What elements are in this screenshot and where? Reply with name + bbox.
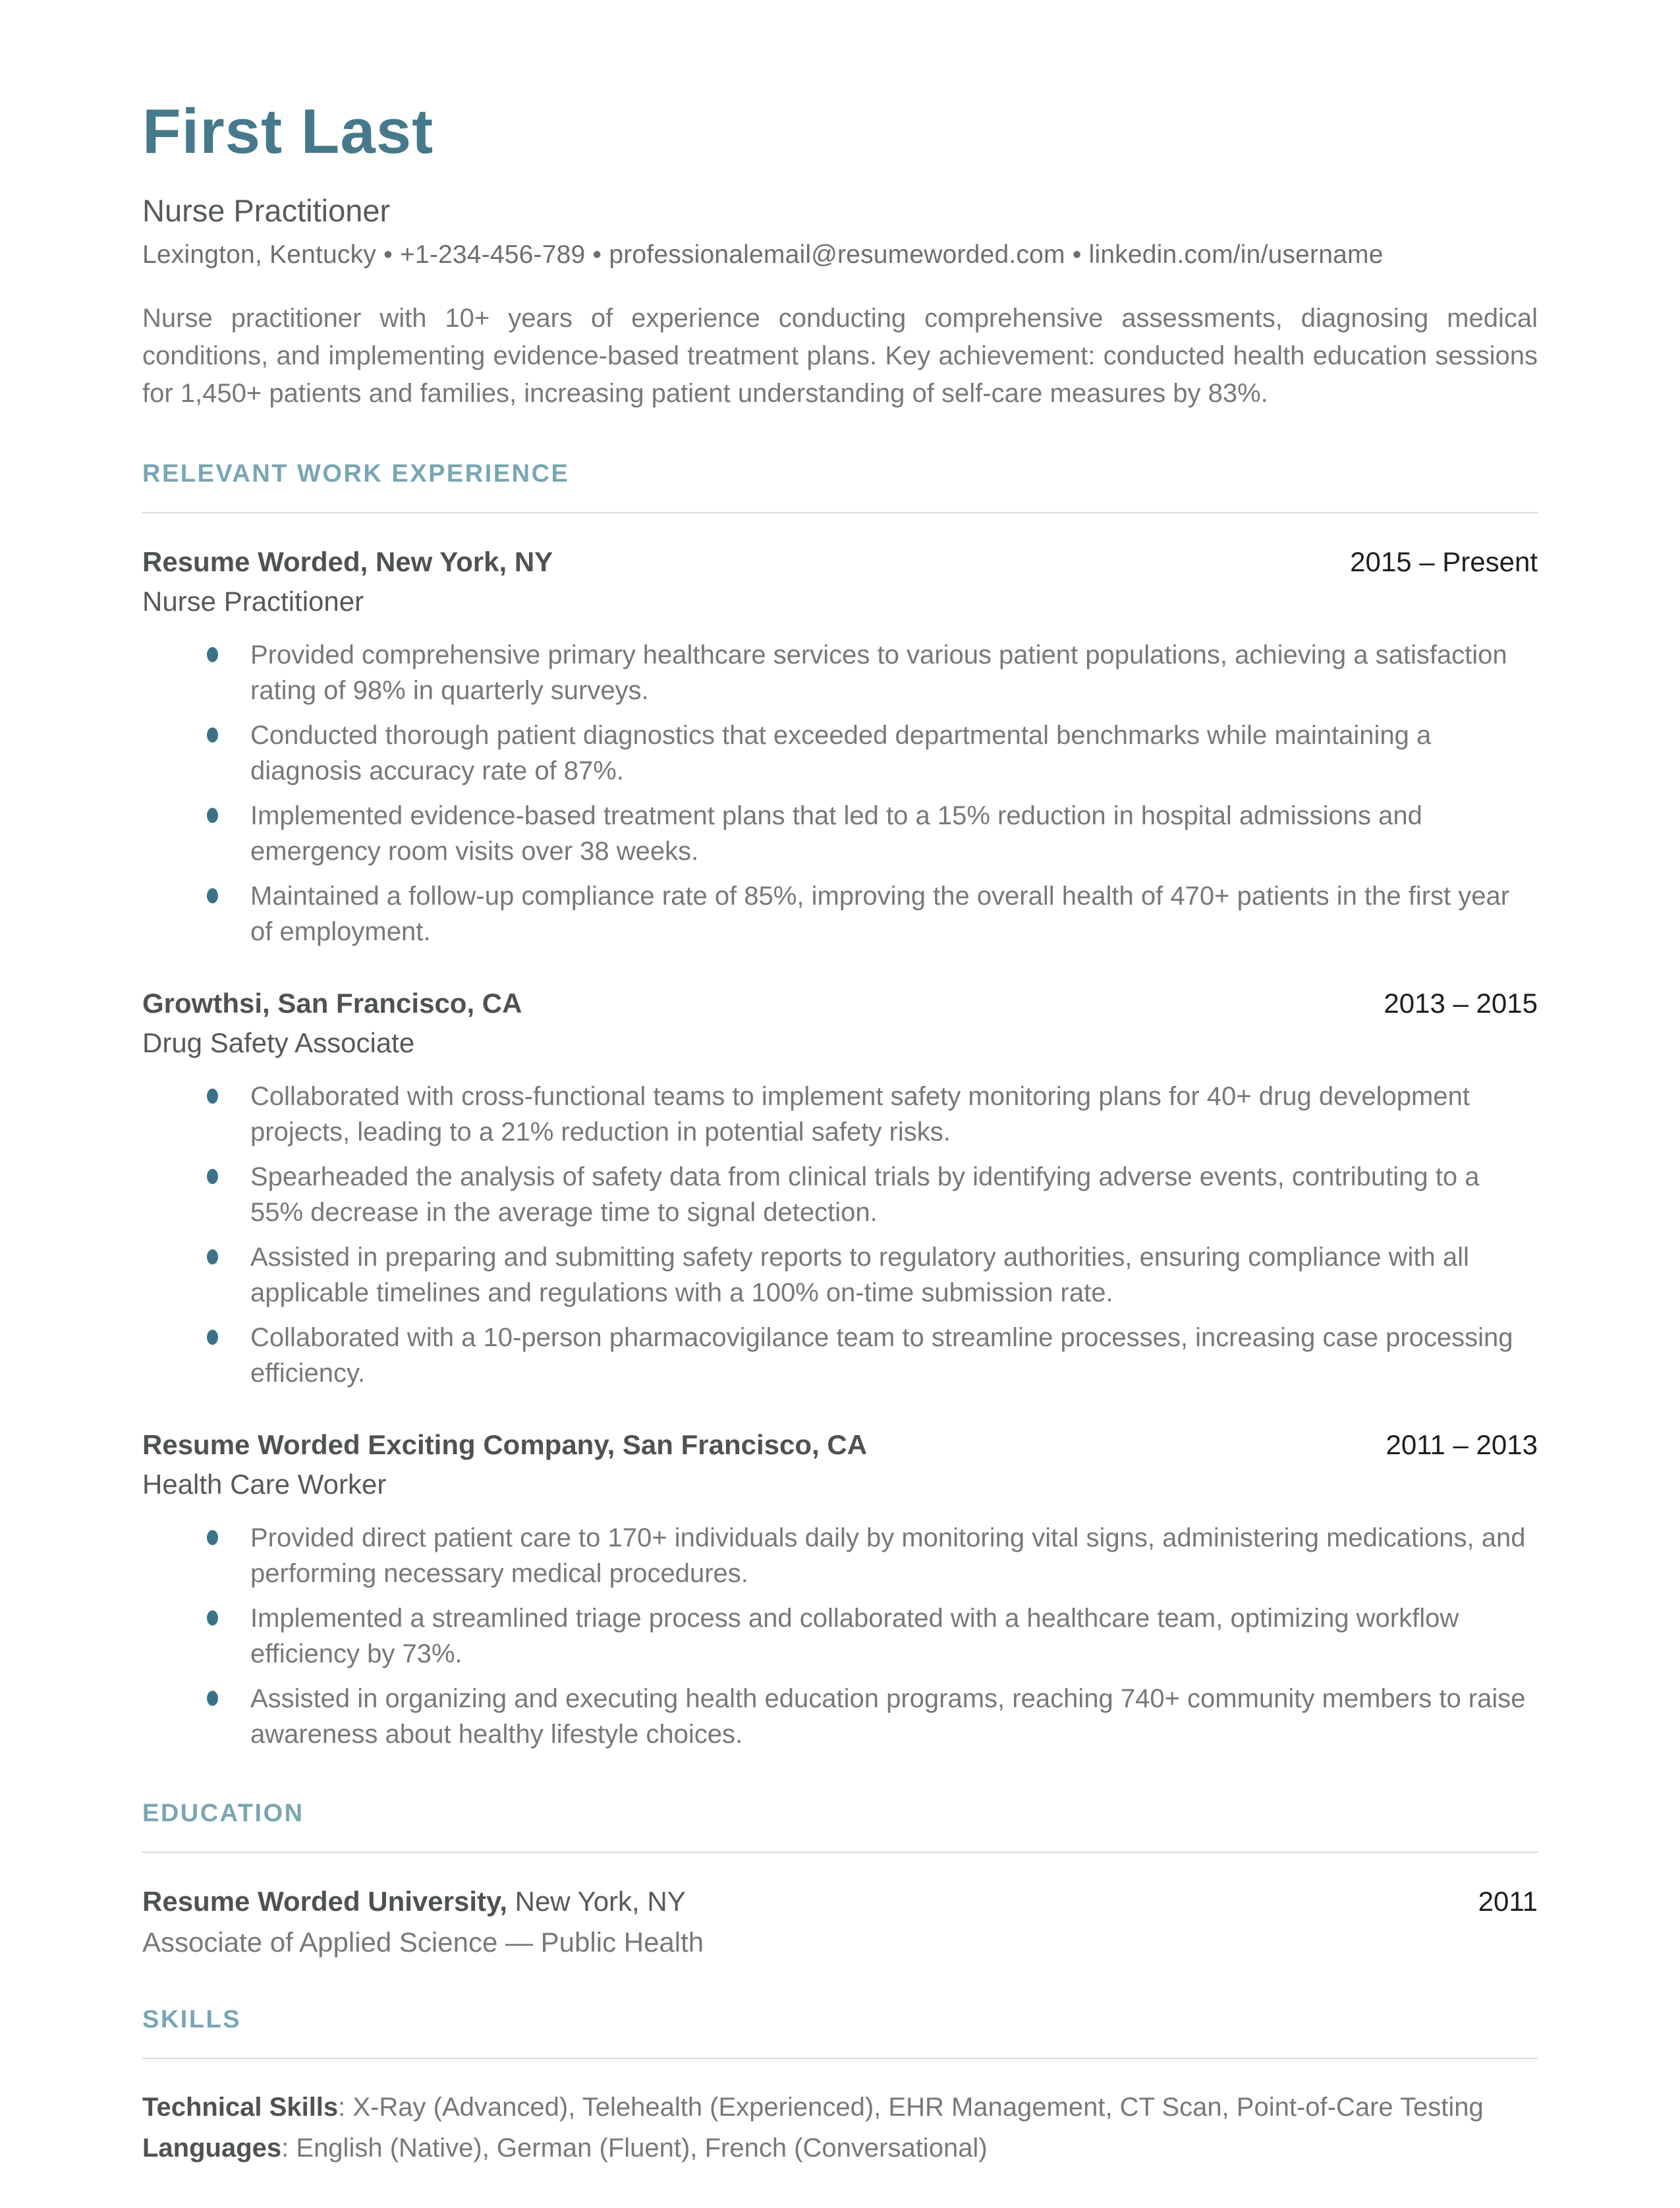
bullet-item: Implemented a streamlined triage process and collaborated with a healthcare team, optimizing workflow efficiency by 73%. <box>142 1600 1538 1672</box>
languages-line <box>142 2128 1538 2168</box>
company-name: Resume Worded Exciting Company, San Francisco, CA <box>142 1429 868 1460</box>
section-divider <box>142 1852 1538 1853</box>
degree-line: Associate of Applied Science — Public Health <box>142 1926 704 1958</box>
section-divider <box>142 512 1538 513</box>
education-heading: EDUCATION <box>142 1799 304 1827</box>
resume-header <box>142 98 1538 412</box>
candidate-name: First Last <box>142 96 434 167</box>
company-name: Resume Worded, New York, NY <box>142 546 553 577</box>
section-divider <box>142 2058 1538 2059</box>
job-dates: 2013 – 2015 <box>1384 987 1538 1019</box>
job-entry <box>142 546 1538 949</box>
education-section <box>142 1799 1538 1958</box>
job-role: Nurse Practitioner <box>142 585 364 617</box>
job-entry <box>142 988 1538 1391</box>
summary-paragraph: Nurse practitioner with 10+ years of experience conducting comprehensive assessments, diagnosing medical conditions, and implementing evidence-based treatment plans. Key achievement: conducted health education sessions for 1,450+ patients and families, increasing patient understanding of self-care measures by 83%. <box>142 304 1538 408</box>
education-header-row <box>142 1886 1538 1917</box>
bullet-item: Provided direct patient care to 170+ individuals daily by monitoring vital signs, administering medications, and performing necessary medical procedures. <box>142 1520 1538 1591</box>
bullet-item: Assisted in preparing and submitting safety reports to regulatory authorities, ensuring compliance with all applicable timelines and regulations with a 100% on-time submission rate. <box>142 1239 1538 1311</box>
bullet-item: Collaborated with cross-functional teams to implement safety monitoring plans for 40+ drug development projects, leading to a 21% reduction in potential safety risks. <box>142 1079 1538 1150</box>
experience-section <box>142 460 1538 1752</box>
bullet-list <box>142 1520 1538 1752</box>
job-header-row <box>142 988 1538 1019</box>
bullet-item: Maintained a follow-up compliance rate of 85%, improving the overall health of 470+ patients in the first year of employment. <box>142 878 1538 949</box>
education-dates: 2011 <box>1478 1885 1538 1917</box>
company-name: Growthsi, San Francisco, CA <box>142 987 522 1019</box>
skills-block <box>142 2087 1538 2168</box>
job-header-row <box>142 546 1538 578</box>
job-dates: 2015 – Present <box>1350 546 1538 577</box>
job-dates: 2011 – 2013 <box>1386 1429 1538 1460</box>
bullet-list <box>142 1079 1538 1391</box>
technical-skills-line <box>142 2087 1538 2128</box>
experience-heading: RELEVANT WORK EXPERIENCE <box>142 459 570 488</box>
school-location: New York, NY <box>507 1885 686 1917</box>
skill-values: : X-Ray (Advanced), Telehealth (Experienced), EHR Management, CT Scan, Point-of-Care Testing <box>338 2092 1484 2122</box>
job-role: Drug Safety Associate <box>142 1027 415 1058</box>
skill-label: Languages <box>142 2133 282 2163</box>
bullet-item: Provided comprehensive primary healthcare services to various patient populations, achieving a satisfaction rating of 98% in quarterly surveys. <box>142 637 1538 708</box>
skills-heading: SKILLS <box>142 2005 242 2033</box>
skill-values: : English (Native), German (Fluent), French (Conversational) <box>281 2133 988 2163</box>
job-entry <box>142 1429 1538 1752</box>
bullet-item: Conducted thorough patient diagnostics that exceeded departmental benchmarks while maintaining a diagnosis accuracy rate of 87%. <box>142 718 1538 789</box>
bullet-item: Implemented evidence-based treatment plans that led to a 15% reduction in hospital admissions and emergency room visits over 38 weeks. <box>142 798 1538 869</box>
bullet-item: Spearheaded the analysis of safety data from clinical trials by identifying adverse events, contributing to a 55% decrease in the average time to signal detection. <box>142 1159 1538 1230</box>
education-entry <box>142 1886 1538 1958</box>
bullet-item: Assisted in organizing and executing health education programs, reaching 740+ community members to raise awareness about healthy lifestyle choices. <box>142 1681 1538 1752</box>
job-role: Health Care Worker <box>142 1468 387 1500</box>
skill-label: Technical Skills <box>142 2092 339 2122</box>
school-line <box>142 1886 686 1917</box>
job-header-row <box>142 1429 1538 1461</box>
school-name: Resume Worded University, <box>142 1885 507 1917</box>
contact-line: Lexington, Kentucky • +1-234-456-789 • professionalemail@resumeworded.com • linkedin.com/in/username <box>142 241 1384 269</box>
bullet-item: Collaborated with a 10-person pharmacovigilance team to streamline processes, increasing case processing efficiency. <box>142 1320 1538 1391</box>
bullet-list <box>142 637 1538 949</box>
skills-section <box>142 2006 1538 2168</box>
candidate-title: Nurse Practitioner <box>142 192 391 228</box>
